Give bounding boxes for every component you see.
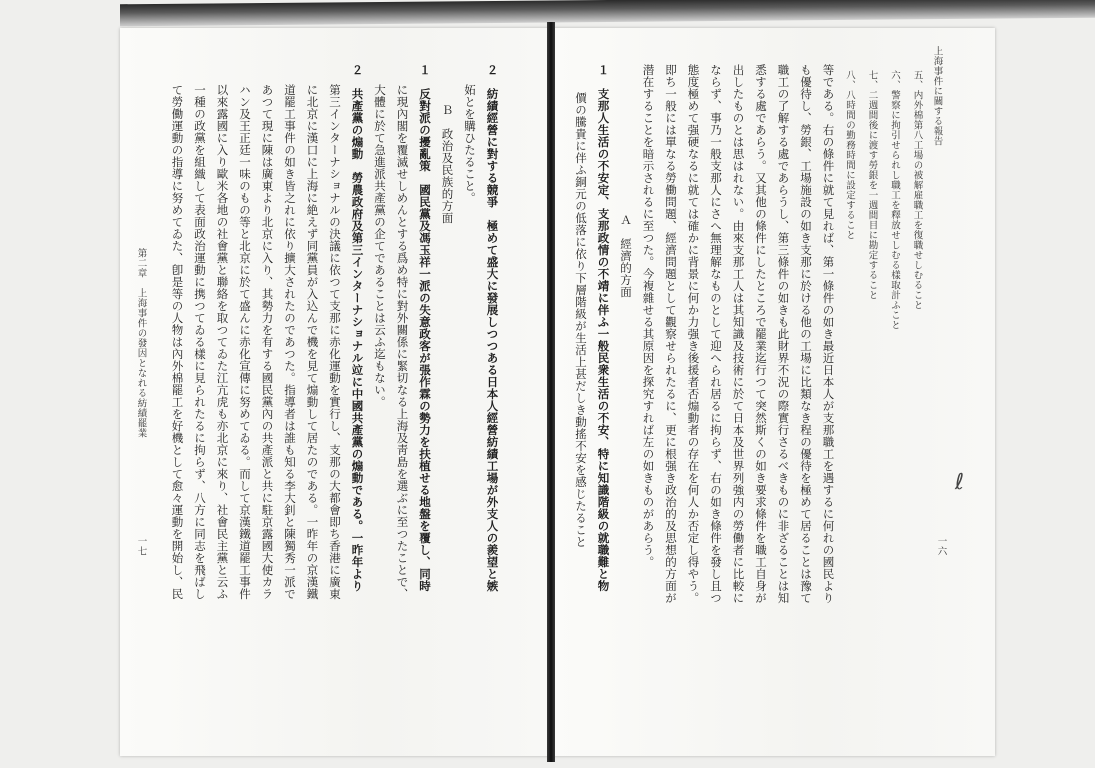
text-column: あつて現に陳は廣東より北京に入り、其勢力を有する國民黨內の共產派と共に駐京露國大使カラ <box>260 84 275 600</box>
right-page-header: 上海事件に關する報告 <box>931 46 943 146</box>
text-column: 五、内外棉第八工場の被解雇職工を復職せしむること <box>911 70 923 310</box>
text-column: て勞働運動の指導に努めてゐた、卽是等の人物は內外棉罷工を好機として愈々運動を開始し、民 <box>170 84 185 600</box>
text-column: に現內閣を覆滅せしめんとする爲め特に對外關係に緊切なる上海及靑島を選ぶに至つたことで、 <box>395 84 410 600</box>
handwritten-mark: ℓ <box>955 470 965 495</box>
text-column: 七、二週間後に渡す勞銀を一週間目に勘定すること <box>866 70 878 300</box>
right-page-number: 一六 <box>935 536 947 556</box>
book-spine <box>547 22 555 762</box>
text-column: ハン及王正廷一味のもの等と北京に於て盛んに赤化宣傳に努めてゐる。而して京漢鐵道罷工事件 <box>238 84 252 600</box>
left-page-number: 一七 <box>135 536 147 556</box>
text-column: 職工の了解する處であらうし、第三條件の如きも此財界不況の際實行さるべきものに非ざることは知 <box>776 64 791 604</box>
text-column: 潜在することを暗示されるに至つた。今複雜せる其原因を探究すれば左の如きものがあらう。 <box>641 64 656 568</box>
text-column: 悉する處であらう。又其他の條件にしたところで罷業迄行つて突然斯くの如き要求條件を職工自身が <box>754 64 768 604</box>
text-column: 大體に於て急進派共產黨の企てであることは云ふ迄もない。 <box>373 84 387 408</box>
right-page <box>553 28 995 756</box>
text-column: 六、警察に拘引せられし職工を釋放せしむる樣取計ふこと <box>889 70 900 330</box>
text-column: も優待し、勞銀、工場施設の如き支那に於ける他の工場に比類なき程の優待を極めて居ることは豫て <box>799 64 813 604</box>
text-column: 第三インターナショナルの決議に依つて支那に赤化運動を實行し、支那の大都會即ち香港に廣東 <box>328 84 342 600</box>
text-column: 一種の政黨を組織して表面政治運動に携つてゐる樣に見られたるに拘らず、八方に同志を飛ばし <box>193 84 207 600</box>
scan-top-edge <box>120 0 1095 26</box>
text-column: ならず、事乃一般支那人にさへ無理解なものとして迎へられ居るに拘らず、右の如き條件を發し且つ <box>709 64 723 604</box>
text-column: ２ 共產黨の煽動 勞農政府及第三インターナショナル竝に中國共產黨の煽動である。一昨年より <box>350 64 365 592</box>
text-column: 即ち一般には單なる勞働問題、經濟問題として觀察せられたるに、更に根强き政治的及思想的方面が <box>664 64 678 604</box>
text-column: １ 反對派の擾亂策 國民黨及馮玉祥一派の失意政客が張作霖の勢力を扶植せる地盤を覆し、同時 <box>418 64 432 592</box>
text-column: に北京に漢口に上海に絶えず同黨員が入込んで機を見て煽動して居たのである。一昨年の京漢鐵 <box>305 84 320 600</box>
text-column: 妬とを購ひたること。 <box>463 84 477 204</box>
text-column: 價の騰貴に伴ふ銅元の低落に依り下層階級が生活上甚だしき動搖不安を感じたること <box>574 92 588 548</box>
text-column: 以來露國に入り歐米各地の社會黨と聯絡を取つてゐた江亢虎も亦北京に來り、社會民主黨と云ふ <box>215 84 230 600</box>
text-column: 出したものとは思はれない。由來支那工人は其知識及技術に於て日本及世界列強内の勞働者に比較に <box>731 64 746 604</box>
text-column: Ｂ 政治及民族的方面 <box>440 104 455 224</box>
text-column: Ａ 經濟的方面 <box>619 214 633 298</box>
text-column: 態度極めて强硬なるに就ては確かに背景に何か力强き後援者否煽動者の存在を何人か否定し得やう。 <box>686 64 701 604</box>
text-column: 八、八時間の勤務時間に設定すること <box>844 70 855 240</box>
left-page-footer: 第二章 上海事件の發因となれる紡績罷業 <box>135 248 147 438</box>
text-column: １ 支那人生活の不安定、支那政情の不靖に伴ふ一般民衆生活の不安、特に知識階級の就職難と物 <box>596 64 611 592</box>
text-column: 等である。右の條件に就て見れば、第一條件の如き最近日本人が支那職工を遇するに何れの國民より <box>821 64 836 604</box>
text-column: 道罷工事件の如き皆之れに依り擴大されたのであつた。指導者は誰も知る李大釗と陳獨秀一派で <box>283 84 297 600</box>
text-column: ２ 紡績經營に對する競爭 極めて盛大に發展しつつある日本人經營紡績工場が外支人の羨望と嫉 <box>485 64 500 592</box>
